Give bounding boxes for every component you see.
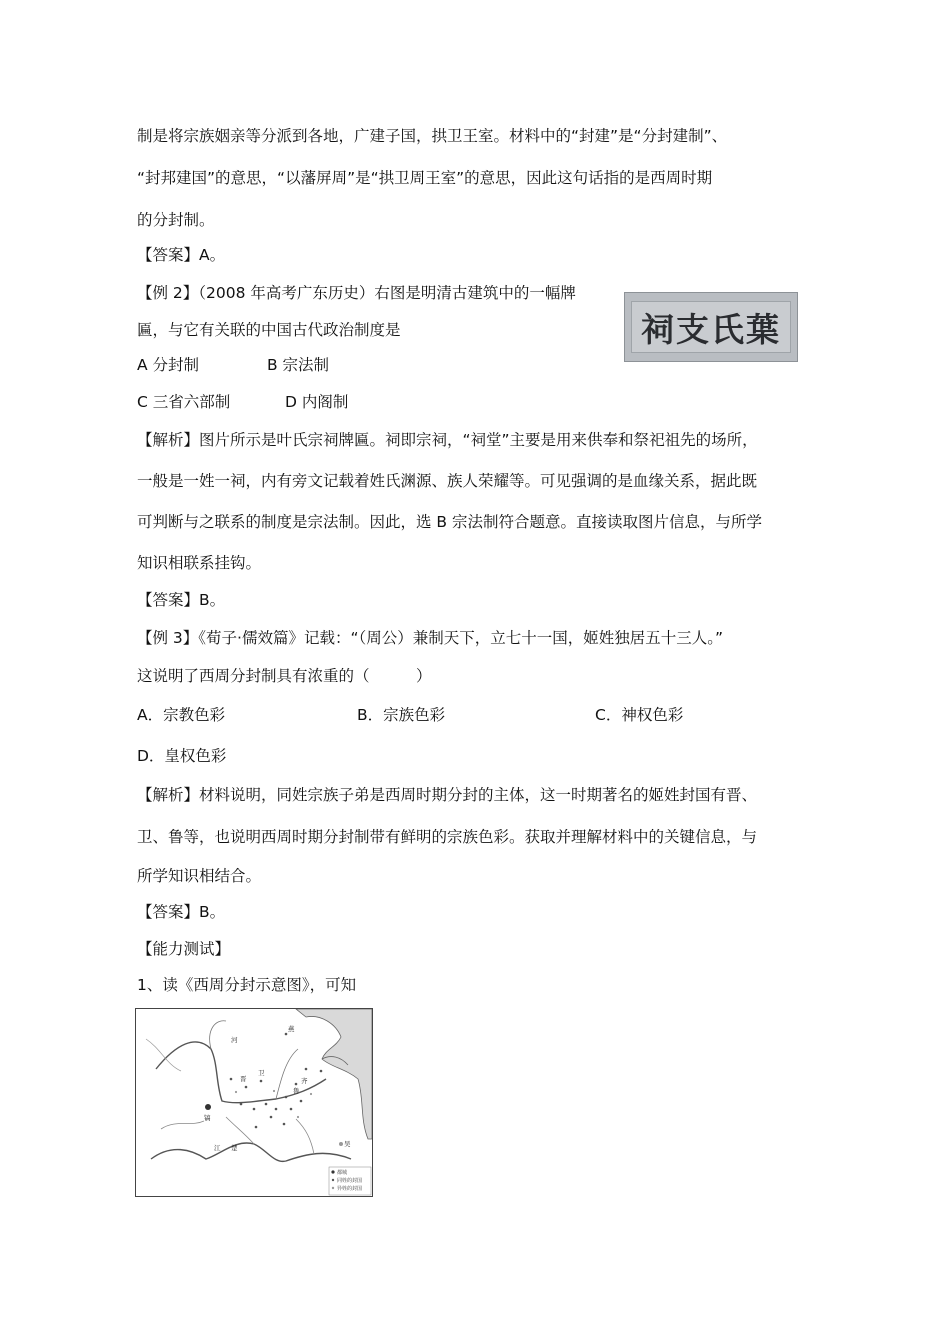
analysis-line: 卫、鲁等，也说明西周时期分封制带有鲜明的宗族色彩。获取并理解材料中的关键信息，与 (137, 828, 758, 846)
sea-shape (296, 1009, 372, 1139)
paragraph-line: 的分封制。 (137, 211, 215, 229)
option-b: B 宗法制 (267, 356, 330, 374)
example-2-question: 匾，与它有关联的中国古代政治制度是 (137, 321, 401, 339)
western-zhou-enfeoffment-map (135, 1008, 373, 1197)
map-label-yan: 燕 (288, 1025, 295, 1033)
capital-marker (205, 1104, 211, 1110)
legend-same-surname: 同姓的封国 (337, 1178, 363, 1184)
legend-capital: 都城 (337, 1170, 348, 1176)
map-label-qi: 齐 (301, 1077, 308, 1085)
option-d: D．皇权色彩 (137, 747, 227, 765)
example-3-question: 这说明了西周分封制具有浓重的（ ） (137, 667, 432, 685)
ancestral-hall-plaque-image (624, 292, 798, 362)
answer-line: 【答案】B。 (137, 591, 226, 609)
section-heading: 【能力测试】 (137, 940, 231, 958)
map-label-wei: 卫 (258, 1069, 265, 1077)
paragraph-line: 制是将宗族姻亲等分派到各地，广建子国，拱卫王室。材料中的“封建”是“分封建制”、 (137, 127, 728, 145)
test-question: 1、读《西周分封示意图》，可知 (137, 976, 357, 994)
map-label-river-he: 河 (231, 1036, 238, 1044)
answer-line: 【答案】B。 (137, 903, 226, 921)
analysis-line: 知识相联系挂钩。 (137, 554, 262, 572)
analysis-line: 【解析】图片所示是叶氏宗祠牌匾。祠即宗祠，“祠堂”主要是用来供奉和祭祀祖先的场所， (137, 431, 758, 449)
map-label-chu: 楚 (231, 1144, 238, 1152)
example-3-question: 【例 3】《荀子·儒效篇》记载：“（周公）兼制天下，立七十一国，姬姓独居五十三人。” (137, 629, 724, 647)
option-c: C．神权色彩 (595, 706, 684, 724)
analysis-line: 一般是一姓一祠，内有旁文记载着姓氏渊源、族人荣耀等。可见强调的是血缘关系，据此既 (137, 472, 758, 490)
map-label-wu: 吴 (344, 1140, 351, 1148)
analysis-line: 所学知识相结合。 (137, 867, 262, 885)
map-label-jin: 晋 (240, 1075, 247, 1083)
legend-different-surname: 异姓的封国 (337, 1186, 363, 1192)
map-label-lu: 鲁 (293, 1087, 300, 1095)
paragraph-line: “封邦建国”的意思，“以藩屏周”是“拱卫周王室”的意思，因此这句话指的是西周时期 (137, 169, 713, 187)
option-a: A 分封制 (137, 356, 200, 374)
option-a: A．宗教色彩 (137, 706, 226, 724)
yangtze-river (151, 1143, 351, 1161)
map-legend (329, 1167, 371, 1195)
option-b: B．宗族色彩 (357, 706, 446, 724)
answer-line: 【答案】A。 (137, 246, 226, 264)
option-c: C 三省六部制 (137, 393, 231, 411)
yellow-river (156, 1042, 326, 1103)
plaque-inscription: 祠支氏葉 (641, 309, 781, 349)
example-2-question: 【例 2】（2008 年高考广东历史）右图是明清古建筑中的一幅牌 (137, 284, 576, 302)
map-label-river-jiang: 江 (214, 1144, 221, 1152)
plaque-board (631, 301, 791, 353)
option-d: D 内阁制 (285, 393, 349, 411)
map-label-hao: 镐 (204, 1114, 211, 1122)
analysis-line: 可判断与之联系的制度是宗法制。因此，选 B 宗法制符合题意。直接读取图片信息，与所学 (137, 513, 762, 531)
map-drawing (136, 1009, 372, 1196)
analysis-line: 【解析】材料说明，同姓宗族子弟是西周时期分封的主体，这一时期著名的姬姓封国有晋、 (137, 786, 758, 804)
